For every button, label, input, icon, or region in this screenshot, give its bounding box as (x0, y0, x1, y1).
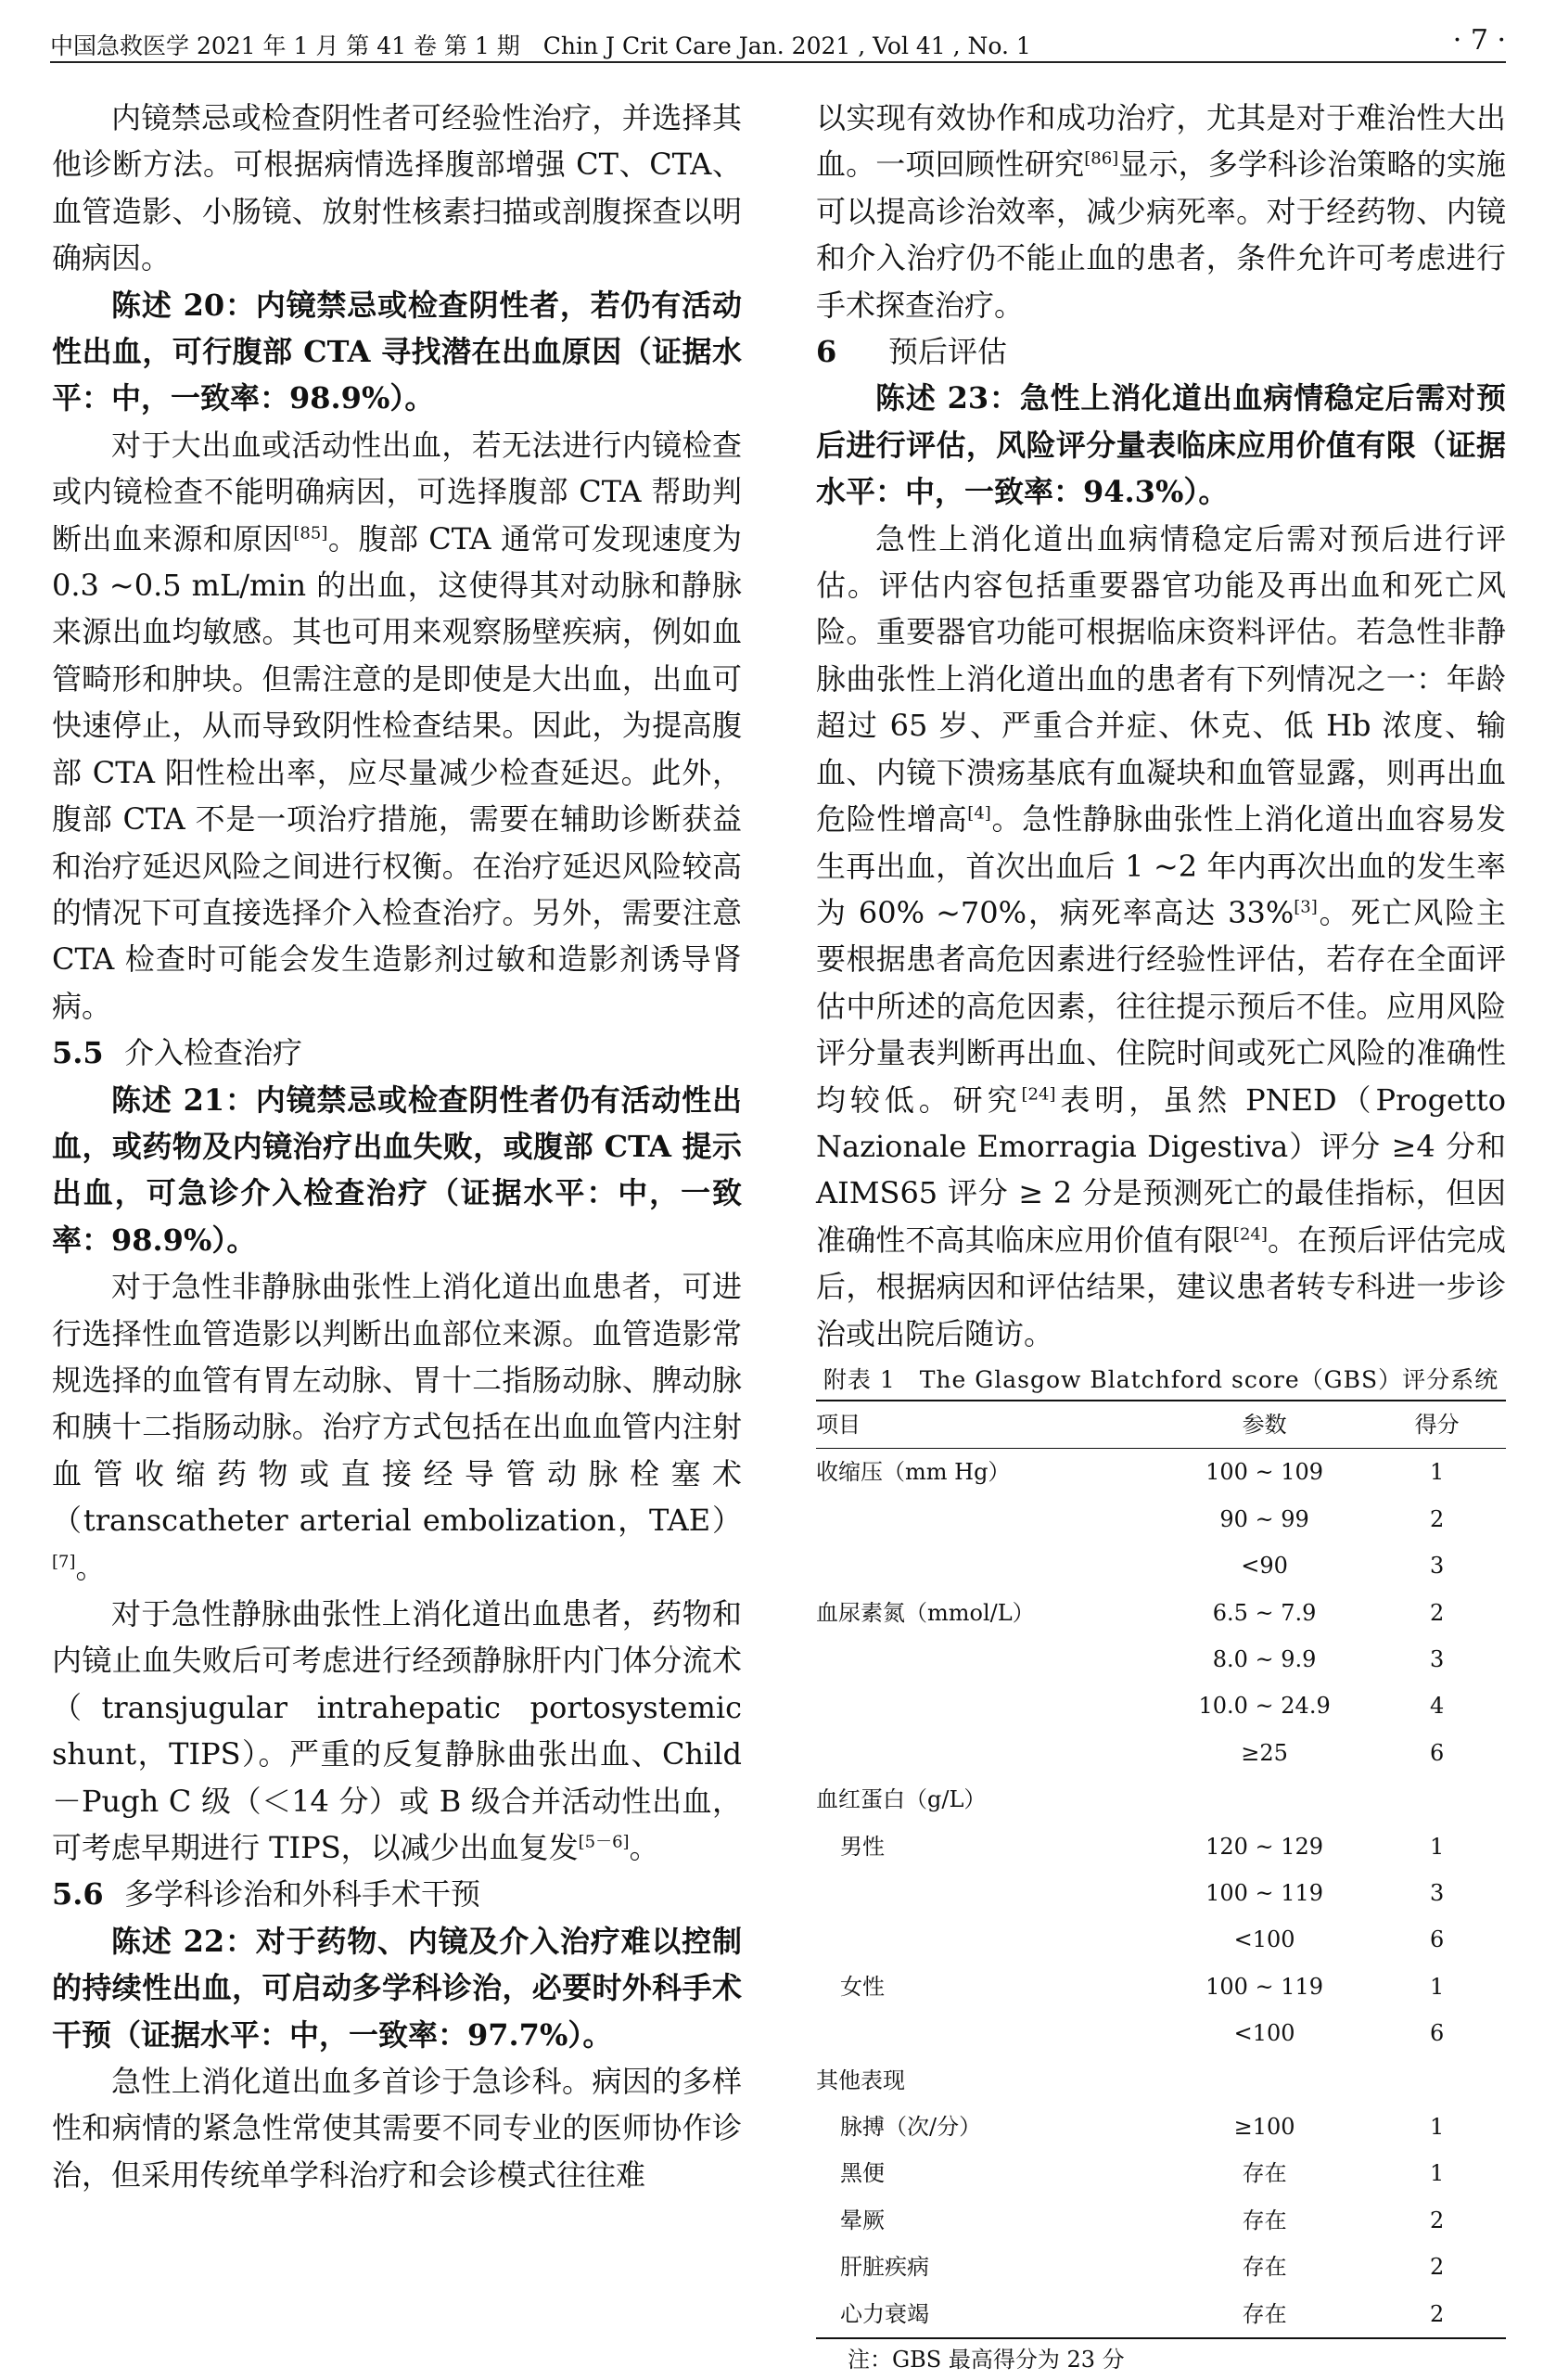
table-cell: 存在 (1161, 2291, 1368, 2338)
table-cell: 晕厥 (840, 2207, 885, 2233)
table-cell: 3 (1429, 1646, 1445, 1672)
citation[interactable]: [3] (1294, 897, 1318, 917)
section-title: 预后评估 (888, 334, 1008, 370)
table-cell: 脉搏（次/分） (840, 2114, 982, 2141)
table-cell: 2 (1429, 2207, 1445, 2233)
paragraph (816, 95, 1506, 328)
table-cell (816, 1870, 1161, 1916)
table-row (816, 2197, 1506, 2244)
paragraph (52, 422, 742, 1030)
section-number: 6 (816, 334, 837, 370)
table-cell: 100 ~ 119 (1205, 1880, 1324, 1907)
table-row (816, 2244, 1506, 2290)
section-heading-6 (816, 328, 1506, 375)
page-header (50, 24, 1506, 63)
table-cell: 肝脏疾病 (840, 2254, 929, 2281)
table-cell: 2 (1368, 2291, 1506, 2338)
table-cell (1161, 2057, 1368, 2104)
table-cell: 存在 (1242, 2254, 1287, 2281)
paragraph-text: 以实现有效协作和成功治疗，尤其是对于难治性大出血。一项回顾性研究 (816, 100, 1506, 183)
table-cell: <100 (1233, 2020, 1295, 2047)
paragraph: 内镜禁忌或检查阴性者可经验性治疗，并选择其他诊断方法。可根据病情选择腹部增强 CT、CTA、血管造影、小肠镜、放射性核素扫描或剖腹探查以明确病因。 (52, 100, 742, 276)
table-cell: <90 (1241, 1553, 1288, 1580)
table-row (816, 1776, 1506, 1823)
table-cell: 黑便 (840, 2160, 885, 2187)
page-number: · 7 · (1452, 24, 1506, 57)
column-header: 得分 (1368, 1401, 1506, 1449)
table-cell (1161, 1776, 1368, 1823)
table-cell (816, 1683, 1161, 1729)
table-cell: 6 (1429, 2020, 1445, 2047)
table-cell: 1 (1429, 1833, 1445, 1860)
table-row (816, 2010, 1506, 2056)
table-cell: 90 ~ 99 (1219, 1505, 1309, 1532)
statement-22: 陈述 22：对于药物、内镜及介入治疗难以控制的持续性出血，可启动多学科诊治，必要时外科手术干预（证据水平：中，一致率：97.7%）。 (52, 1923, 742, 2053)
table-row (816, 1542, 1506, 1589)
paragraph-text: 对于急性非静脉曲张性上消化道出血患者，可进行选择性血管造影以判断出血部位来源。血管造影常规选择的血管有胃左动脉、胃十二指肠动脉、脾动脉和胰十二指肠动脉。治疗方式包括在出血血管内注射血管收缩药物或直接经导管动脉栓塞术（transcatheter arterial embolization，TAE） (52, 1269, 742, 1539)
table-note: 注：GBS 最高得分为 23 分 (848, 2347, 1125, 2374)
right-column (816, 95, 1506, 2380)
table-row (816, 1964, 1506, 2010)
table-row (816, 1870, 1506, 1916)
table-caption: 附表 1 The Glasgow Blatchford score（GBS）评分系统 (823, 1365, 1499, 1393)
paragraph-text: 急性上消化道出血病情稳定后需对预后进行评估。评估内容包括重要器官功能及再出血和死亡风险。重要器官功能可根据临床资料评估。若急性非静脉曲张性上消化道出血的患者有下列情况之一：年龄超过 65 岁、严重合并症、休克、低 Hb 浓度、输血、内镜下溃疡基底有血凝块和血管显露，则再出血危险性增高 (816, 520, 1506, 838)
section-title: 多学科诊治和外科手术干预 (124, 1876, 481, 1913)
paragraph-text: 表明，虽然 PNED（Progetto Nazionale Emorragia Digestiva）评分 ≥4 分和 AIMS65 评分 ≥ 2 分是预测死亡的最佳指标，但因准确性不高其临床应用价值有限 (816, 1081, 1506, 1258)
table-cell: <100 (1233, 1926, 1295, 1953)
table-row (816, 1730, 1506, 1776)
paragraph-text: 。腹部 CTA 通常可发现速度为 0.3 ~0.5 mL/min 的出血，这使得其对动脉和静脉来源出血均敏感。其也可用来观察肠壁疾病，例如血管畸形和肿块。但需注意的是即使是大出血，出血可快速停止，从而导致阴性检查结果。因此，为提高腹部 CTA 阳性检出率，应尽量减少检查延迟。此外，腹部 CTA 不是一项治疗措施，需要在辅助诊断获益和治疗延迟风险之间进行权衡。在治疗延迟风险较高的情况下可直接选择介入检查治疗。另外，需要注意 CTA 检查时可能会发生造影剂过敏和造影剂诱导肾病。 (52, 520, 742, 1024)
section-number: 5.6 (52, 1876, 104, 1913)
table-cell: 1 (1429, 2160, 1445, 2187)
table-cell: 6 (1429, 1739, 1445, 1766)
table-cell (816, 1636, 1161, 1683)
paragraph (816, 516, 1506, 1357)
table-row (816, 2104, 1506, 2150)
table-cell: 2 (1429, 1599, 1445, 1626)
journal-header: 中国急救医学 2021 年 1 月 第 41 卷 第 1 期 Chin J Crit Care Jan. 2021 , Vol 41 , No. 1 (50, 32, 1031, 59)
table-cell (816, 1916, 1161, 1963)
table-cell (1368, 1776, 1506, 1823)
table-cell: 6 (1429, 1926, 1445, 1953)
gbs-table (816, 1400, 1506, 2339)
table-cell (816, 1496, 1161, 1542)
table-cell: 10.0 ~ 24.9 (1198, 1693, 1331, 1720)
column-header: 项目 (816, 1401, 1161, 1449)
citation[interactable]: [4] (967, 803, 991, 824)
paragraph-text: 。在预后评估完成后，根据病因和评估结果，建议患者转专科进一步诊治或出院后随访。 (816, 1222, 1506, 1351)
column-header: 参数 (1161, 1401, 1368, 1449)
table-cell: 女性 (840, 1973, 885, 2000)
statement-21: 陈述 21：内镜禁忌或检查阴性者仍有活动性出血，或药物及内镜治疗出血失败，或腹部 CTA 提示出血，可急诊介入检查治疗（证据水平：中，一致率：98.9%）。 (52, 1081, 742, 1258)
table-cell: ≥25 (1241, 1739, 1288, 1766)
table-cell: 120 ~ 129 (1205, 1833, 1324, 1860)
table-cell: 3 (1429, 1880, 1445, 1907)
paragraph-text: 对于大出血或活动性出血，若无法进行内镜检查或内镜检查不能明确病因，可选择腹部 CTA 帮助判断出血来源和原因 (52, 427, 742, 557)
table-row (816, 2150, 1506, 2196)
table-row (816, 1449, 1506, 1496)
citation[interactable]: [85] (293, 523, 328, 543)
table-cell (816, 2010, 1161, 2056)
paragraph-text: 。 (629, 1830, 659, 1866)
table-cell (816, 1730, 1161, 1776)
statement-23: 陈述 23：急性上消化道出血病情稳定后需对预后进行评估，风险评分量表临床应用价值有限（证据水平：中，一致率：94.3%）。 (816, 380, 1506, 510)
citation[interactable]: [7] (52, 1551, 76, 1571)
section-heading-5-5 (52, 1030, 742, 1076)
table-cell: 血尿素氮（mmol/L） (816, 1599, 1035, 1626)
table-cell: 1 (1429, 2114, 1445, 2141)
table-row (816, 2291, 1506, 2338)
left-column (52, 95, 742, 2198)
paragraph (52, 1591, 742, 1871)
table-cell: 血红蛋白（g/L） (816, 1786, 987, 1813)
table-cell: 6.5 ~ 7.9 (1212, 1599, 1317, 1626)
table-row (816, 1683, 1506, 1729)
table-cell: 其他表现 (816, 2067, 905, 2093)
table-cell: 男性 (840, 1833, 885, 1860)
section-heading-5-6 (52, 1871, 742, 1917)
paragraph-text: 。急性静脉曲张性上消化道出血容易发生再出血，首次出血后 1 ~2 年内再次出血的发生率为 60% ~70%，病死率高达 33% (816, 801, 1506, 930)
citation[interactable]: [5－6] (578, 1832, 630, 1852)
table-cell: 2 (1429, 1505, 1445, 1532)
table-row (816, 1823, 1506, 1870)
table-row (816, 2057, 1506, 2104)
citation[interactable]: [24] (1232, 1224, 1268, 1245)
table-header-row (816, 1401, 1506, 1449)
table-cell: 存在 (1242, 2160, 1287, 2187)
paragraph-text: 。 (75, 1549, 106, 1585)
table-cell: 1 (1429, 1459, 1445, 1486)
section-title: 介入检查治疗 (124, 1035, 303, 1071)
table-cell: 100 ~ 119 (1205, 1973, 1324, 2000)
table-row (816, 1916, 1506, 1963)
section-number: 5.5 (52, 1035, 104, 1071)
table-cell (1368, 2057, 1506, 2104)
table-cell: 4 (1429, 1693, 1445, 1720)
paragraph: 急性上消化道出血多首诊于急诊科。病因的多样性和病情的紧急性常使其需要不同专业的医师协作诊治，但采用传统单学科治疗和会诊模式往往难 (52, 2064, 742, 2193)
table-cell: 1 (1429, 1973, 1445, 2000)
table-row (816, 1636, 1506, 1683)
paragraph-text: 显示，多学科诊治策略的实施可以提高诊治效率，减少病死率。对于经药物、内镜和介入治疗仍不能止血的患者，条件允许可考虑进行手术探查治疗。 (816, 147, 1506, 323)
table-row (816, 1496, 1506, 1542)
table-row (816, 1590, 1506, 1636)
statement-20: 陈述 20：内镜禁忌或检查阴性者，若仍有活动性出血，可行腹部 CTA 寻找潜在出血原因（证据水平：中，一致率：98.9%）。 (52, 287, 742, 416)
table-cell: 存在 (1242, 2207, 1287, 2233)
paragraph (52, 1263, 742, 1591)
table-cell: ≥100 (1233, 2114, 1295, 2141)
citation[interactable]: [24] (1021, 1083, 1056, 1104)
table-cell (816, 1542, 1161, 1589)
paragraph-text: 对于急性静脉曲张性上消化道出血患者，药物和内镜止血失败后可考虑进行经颈静脉肝内门体分流术（transjugular intrahepatic portosystemic shunt，TIPS）。严重的反复静脉曲张出血、Child－Pugh C 级（＜14 分）或 B 级合并活动性出血，可考虑早期进行 TIPS，以减少出血复发 (52, 1596, 742, 1866)
table-cell: 心力衰竭 (816, 2291, 1161, 2338)
citation[interactable]: [86] (1084, 148, 1119, 169)
table-cell: 100 ~ 109 (1205, 1459, 1324, 1486)
table-cell: 3 (1429, 1553, 1445, 1580)
table-cell: 8.0 ~ 9.9 (1212, 1646, 1317, 1672)
paragraph-text: 。死亡风险主要根据患者高危因素进行经验性评估，若存在全面评估中所述的高危因素，往往提示预后不佳。应用风险评分量表判断再出血、住院时间或死亡风险的准确性均较低。研究 (816, 894, 1506, 1118)
table-cell: 收缩压（mm Hg） (816, 1459, 1011, 1486)
table-cell: 2 (1429, 2254, 1445, 2281)
